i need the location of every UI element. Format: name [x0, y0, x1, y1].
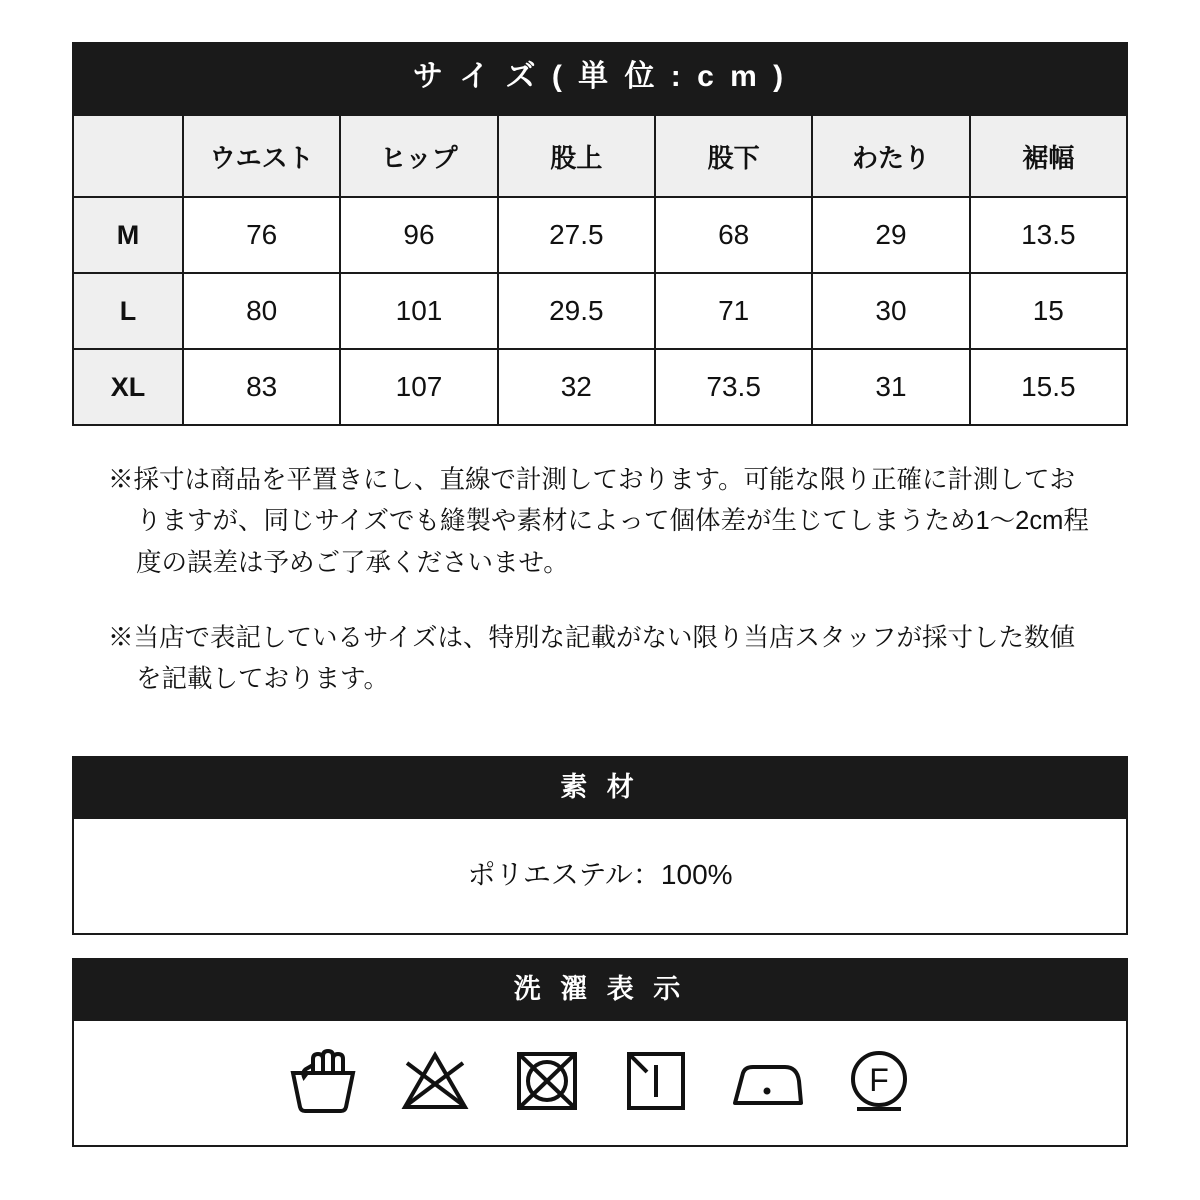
note-measurement	[108, 460, 1098, 584]
notes-section	[108, 460, 1098, 734]
table-row	[73, 349, 1127, 425]
drip-dry-in-shade-icon	[621, 1047, 691, 1115]
cell-xl-inseam: 73.5	[655, 349, 812, 425]
cell-l-thigh: 30	[812, 273, 969, 349]
no-bleach-icon	[397, 1047, 473, 1115]
material-value: ポリエステル：100%	[74, 819, 1126, 933]
cell-m-thigh: 29	[812, 197, 969, 273]
cell-m-hem: 13.5	[970, 197, 1127, 273]
cell-m-waist: 76	[183, 197, 340, 273]
cell-l-inseam: 71	[655, 273, 812, 349]
no-tumble-dry-icon	[509, 1047, 585, 1115]
table-row	[73, 197, 1127, 273]
row-label-xl: XL	[73, 349, 183, 425]
cell-m-rise: 27.5	[498, 197, 655, 273]
row-label-l: L	[73, 273, 183, 349]
cell-xl-waist: 83	[183, 349, 340, 425]
cell-l-rise: 29.5	[498, 273, 655, 349]
size-section	[72, 42, 1128, 426]
iron-low-heat-icon	[727, 1047, 807, 1115]
column-header-inseam: 股下	[655, 115, 812, 197]
column-header-waist: ウエスト	[183, 115, 340, 197]
material-section	[72, 756, 1128, 935]
cell-xl-hem: 15.5	[970, 349, 1127, 425]
cell-l-hip: 101	[340, 273, 497, 349]
cell-l-hem: 15	[970, 273, 1127, 349]
note-staff-measured-text: ※当店で表記しているサイズは、特別な記載がない限り当店スタッフが採寸した数値を記載しております。	[108, 623, 1075, 694]
column-header-thigh: わたり	[812, 115, 969, 197]
note-measurement-text: ※採寸は商品を平置きにし、直線で計測しております。可能な限り正確に計測しておりますが、同じサイズでも縫製や素材によって個体差が生じてしまうため1〜2cm程度の誤差は予めご了承くださいませ。	[108, 466, 1089, 577]
size-section-header: サ イ ズ ( 単 位 : c m )	[72, 42, 1128, 114]
care-section	[72, 958, 1128, 1147]
table-row	[73, 273, 1127, 349]
dry-clean-f-icon	[843, 1047, 915, 1115]
material-section-header: 素 材	[74, 758, 1126, 819]
note-staff-measured	[108, 618, 1098, 701]
cell-m-hip: 96	[340, 197, 497, 273]
column-header-hip: ヒップ	[340, 115, 497, 197]
hand-wash-icon	[285, 1047, 361, 1115]
column-header-blank	[73, 115, 183, 197]
cell-m-inseam: 68	[655, 197, 812, 273]
cell-xl-hip: 107	[340, 349, 497, 425]
svg-text:F: F	[869, 1062, 889, 1098]
cell-l-waist: 80	[183, 273, 340, 349]
row-label-m: M	[73, 197, 183, 273]
column-header-hem: 裾幅	[970, 115, 1127, 197]
table-header-row	[73, 115, 1127, 197]
care-section-header: 洗 濯 表 示	[74, 960, 1126, 1021]
care-icon-row	[74, 1021, 1126, 1145]
size-table	[72, 114, 1128, 426]
cell-xl-rise: 32	[498, 349, 655, 425]
column-header-rise: 股上	[498, 115, 655, 197]
cell-xl-thigh: 31	[812, 349, 969, 425]
